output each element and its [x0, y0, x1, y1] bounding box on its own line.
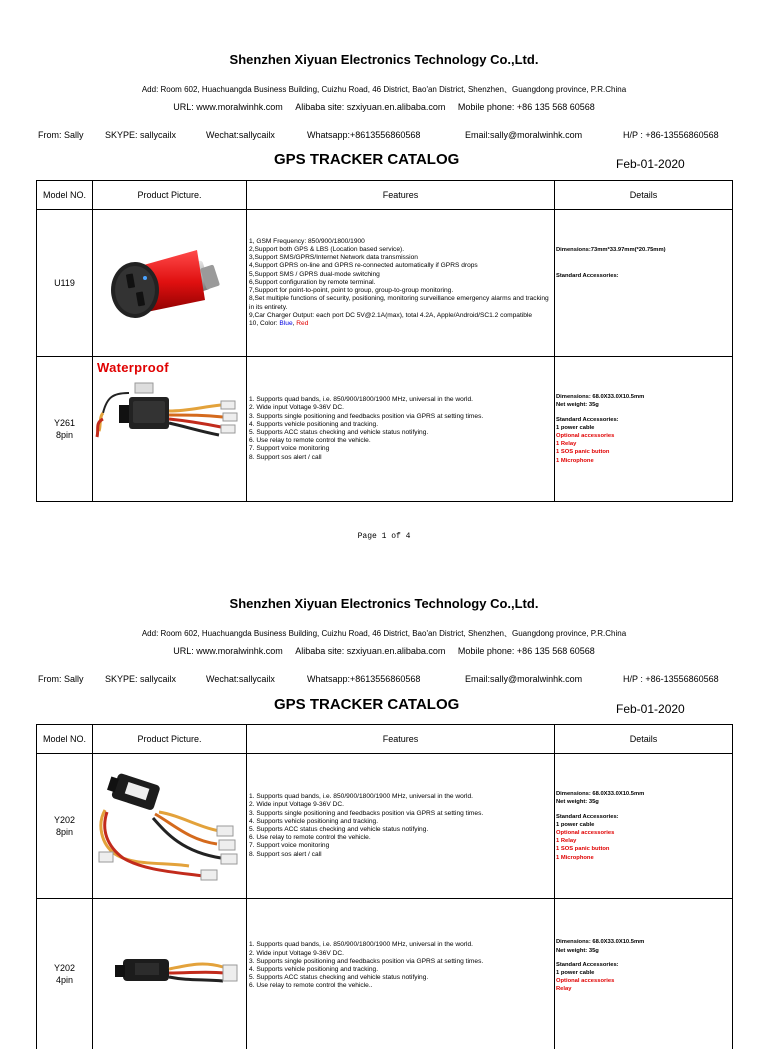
color-blue: Blue: [279, 320, 292, 327]
table-row: [37, 754, 733, 899]
detail-line: Standard Accessories:: [556, 813, 731, 821]
alibaba-link[interactable]: Alibaba site: szxiyuan.en.alibaba.com: [295, 102, 445, 112]
detail-line: Dimensions: 68.0X33.0X10.5mm: [556, 393, 731, 401]
feature-line: 8. Support sos alert / call: [249, 454, 552, 462]
catalog-date: Feb-01-2020: [616, 702, 685, 716]
feature-line: 1. Supports quad bands, i.e. 850/900/1800/1900 MHz, universal in the world.: [249, 941, 552, 949]
feature-line: 2. Wide input Voltage 9-36V DC.: [249, 404, 552, 412]
detail-line-optional: 1 Relay: [556, 837, 731, 845]
detail-line: Standard Accessories:: [556, 416, 731, 424]
feature-line: 1. Supports quad bands, i.e. 850/900/1800/1900 MHz, universal in the world.: [249, 396, 552, 404]
tracker-y202-4pin-image: [93, 899, 247, 1049]
product-picture: [93, 754, 247, 899]
feature-line: 4. Supports vehicle positioning and tracking.: [249, 421, 552, 429]
accessories-label: Standard Accessories:: [556, 272, 731, 280]
detail-line-optional: 1 SOS panic button: [556, 448, 731, 456]
col-features: Features: [247, 725, 555, 754]
col-features: Features: [247, 181, 555, 210]
car-charger-image: [93, 210, 247, 356]
model-cell: [37, 754, 93, 899]
detail-line: 1 power cable: [556, 424, 731, 432]
features-cell: [247, 357, 555, 502]
detail-line: 1 power cable: [556, 969, 731, 977]
model-number: Y261: [37, 417, 92, 429]
company-address: Add: Room 602, Huachuangda Business Building, Cuizhu Road, 46 District, Bao'an District, Shenzhen、Guangdong province, P.R.China: [0, 84, 768, 95]
feature-line: 6,Support configuration by remote terminal.: [249, 279, 552, 287]
skype-contact: SKYPE: sallycailx: [105, 130, 176, 140]
company-address: Add: Room 602, Huachuangda Business Building, Cuizhu Road, 46 District, Bao'an District, Shenzhen、Guangdong province, P.R.China: [0, 628, 768, 639]
feature-line: 1. Supports quad bands, i.e. 850/900/1800/1900 MHz, universal in the world.: [249, 793, 552, 801]
product-table: [36, 180, 733, 502]
tracker-y261-image: [93, 357, 247, 501]
model-cell: [37, 357, 93, 502]
details-cell: [555, 754, 733, 899]
catalog-title: GPS TRACKER CATALOG: [274, 151, 459, 168]
table-row: [37, 210, 733, 357]
feature-line: 7,Support for point-to-point, point to group, group-to-group monitoring.: [249, 287, 552, 295]
features-cell: [247, 899, 555, 1049]
detail-line: Net weight: 35g: [556, 401, 731, 409]
feature-line: 6. Use relay to remote control the vehicle..: [249, 982, 552, 990]
feature-line: 7. Support voice monitoring: [249, 445, 552, 453]
feature-line: 4. Supports vehicle positioning and tracking.: [249, 818, 552, 826]
whatsapp-contact: Whatsapp:+8613556860568: [307, 130, 420, 140]
company-name: Shenzhen Xiyuan Electronics Technology Co.,Ltd.: [0, 596, 768, 611]
model-variant: 8pin: [37, 826, 92, 838]
product-table: [36, 724, 733, 1049]
email-contact[interactable]: Email:sally@moralwinhk.com: [465, 674, 582, 684]
feature-line: 2,Support both GPS & LBS (Location based service).: [249, 246, 552, 254]
detail-line: Dimensions: 68.0X33.0X10.5mm: [556, 938, 731, 946]
model-variant: 4pin: [37, 974, 92, 986]
detail-line-optional: Optional accessories: [556, 977, 731, 985]
table-row: [37, 899, 733, 1049]
table-row: [37, 357, 733, 502]
detail-line: Net weight: 35g: [556, 798, 731, 806]
col-model: Model NO.: [37, 725, 93, 754]
detail-line: 1 power cable: [556, 821, 731, 829]
color-red: Red: [296, 320, 308, 327]
detail-line-optional: 1 Microphone: [556, 854, 731, 862]
detail-line: Net weight: 35g: [556, 947, 731, 955]
from-contact: From: Sally: [38, 130, 84, 140]
feature-line: 4,Support GPRS on-line and GPRS re-connected automatically if GPRS drops: [249, 262, 552, 270]
detail-line-optional: Relay: [556, 985, 731, 993]
detail-line-optional: 1 Relay: [556, 440, 731, 448]
detail-line-optional: 1 SOS panic button: [556, 845, 731, 853]
col-picture: Product Picture.: [93, 181, 247, 210]
feature-line: 5. Supports ACC status checking and vehicle status notifying.: [249, 974, 552, 982]
catalog-title: GPS TRACKER CATALOG: [274, 696, 459, 713]
wechat-contact: Wechat:sallycailx: [206, 674, 275, 684]
feature-line: 6. Use relay to remote control the vehicle.: [249, 834, 552, 842]
feature-line: 3. Supports single positioning and feedbacks position via GPRS at setting times.: [249, 413, 552, 421]
feature-line: 9,Car Charger Output: each port DC 5V@2.1A(max), total 4.2A, Apple/Android/SC1.2 compatible: [249, 312, 552, 320]
detail-line-optional: Optional accessories: [556, 432, 731, 440]
details-cell: [555, 899, 733, 1049]
model-cell: [37, 210, 93, 357]
feature-line: 2. Wide input Voltage 9-36V DC.: [249, 950, 552, 958]
feature-line: 3,Support SMS/GPRS/Internet Network data transmission: [249, 254, 552, 262]
product-picture: [93, 357, 247, 502]
detail-line: Standard Accessories:: [556, 961, 731, 969]
feature-line: 5,Support SMS / GPRS dual-mode switching: [249, 271, 552, 279]
feature-line: 8. Support sos alert / call: [249, 851, 552, 859]
email-contact[interactable]: Email:sally@moralwinhk.com: [465, 130, 582, 140]
product-picture: [93, 210, 247, 357]
model-number: Y202: [37, 814, 92, 826]
waterproof-label: Waterproof: [97, 360, 169, 375]
feature-line: 2. Wide input Voltage 9-36V DC.: [249, 801, 552, 809]
tracker-y202-8pin-image: [93, 754, 247, 898]
hp-contact: H/P : +86-13556860568: [623, 674, 719, 684]
page-number: Page 1 of 4: [0, 532, 768, 541]
website-link[interactable]: URL: www.moralwinhk.com: [173, 102, 283, 112]
model-number: Y202: [37, 962, 92, 974]
col-details: Details: [555, 725, 733, 754]
col-picture: Product Picture.: [93, 725, 247, 754]
feature-line-color: 10, Color: Blue, Red: [249, 320, 552, 328]
skype-contact: SKYPE: sallycailx: [105, 674, 176, 684]
col-model: Model NO.: [37, 181, 93, 210]
from-contact: From: Sally: [38, 674, 84, 684]
feature-line: 6. Use relay to remote control the vehicle.: [249, 437, 552, 445]
wechat-contact: Wechat:sallycailx: [206, 130, 275, 140]
catalog-date: Feb-01-2020: [616, 157, 685, 171]
website-link[interactable]: URL: www.moralwinhk.com: [173, 646, 283, 656]
details-cell: [555, 357, 733, 502]
feature-line: 3. Supports single positioning and feedbacks position via GPRS at setting times.: [249, 958, 552, 966]
company-name: Shenzhen Xiyuan Electronics Technology Co.,Ltd.: [0, 52, 768, 67]
url-line: [0, 102, 768, 112]
details-cell: [555, 210, 733, 357]
col-details: Details: [555, 181, 733, 210]
detail-line-optional: 1 Microphone: [556, 457, 731, 465]
dimensions: Dimensions:73mm*33.97mm(*20.75mm): [556, 246, 731, 254]
mobile-phone: Mobile phone: +86 135 568 60568: [458, 102, 595, 112]
product-picture: [93, 899, 247, 1049]
alibaba-link[interactable]: Alibaba site: szxiyuan.en.alibaba.com: [295, 646, 445, 656]
hp-contact: H/P : +86-13556860568: [623, 130, 719, 140]
model-number: U119: [37, 277, 92, 289]
mobile-phone: Mobile phone: +86 135 568 60568: [458, 646, 595, 656]
feature-line: 1, GSM Frequency: 850/900/1800/1900: [249, 238, 552, 246]
features-cell: [247, 754, 555, 899]
feature-line: 3. Supports single positioning and feedbacks position via GPRS at setting times.: [249, 810, 552, 818]
model-variant: 8pin: [37, 429, 92, 441]
detail-line-optional: Optional accessories: [556, 829, 731, 837]
whatsapp-contact: Whatsapp:+8613556860568: [307, 674, 420, 684]
feature-line: 5. Supports ACC status checking and vehicle status notifying.: [249, 429, 552, 437]
features-cell: [247, 210, 555, 357]
feature-line: 7. Support voice monitoring: [249, 842, 552, 850]
detail-line: Dimensions: 68.0X33.0X10.5mm: [556, 790, 731, 798]
feature-line: 8,Set multiple functions of security, positioning, monitoring surveillance emergency alarms and tracking in its entirety.: [249, 295, 552, 311]
feature-line: 5. Supports ACC status checking and vehicle status notifying.: [249, 826, 552, 834]
url-line: [0, 646, 768, 656]
model-cell: [37, 899, 93, 1049]
feature-line: 4. Supports vehicle positioning and tracking.: [249, 966, 552, 974]
